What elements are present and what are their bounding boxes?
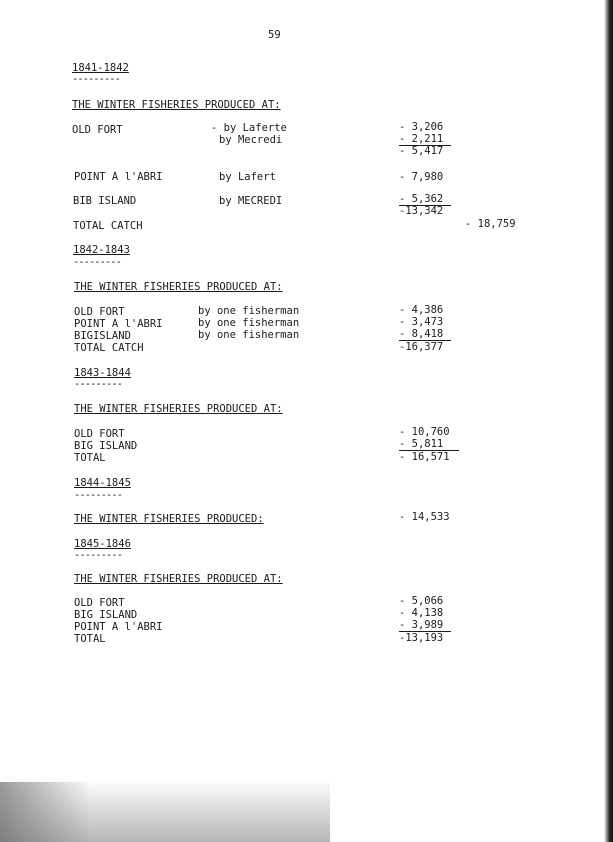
section-heading: THE WINTER FISHERIES PRODUCED AT: (74, 281, 283, 293)
year-heading: 1841-1842 (72, 62, 129, 74)
fisher-label: - by Laferte (211, 122, 287, 134)
catch-value: - 3,206 (399, 121, 444, 133)
catch-value: - 3,473 (399, 316, 444, 328)
catch-value: - 7,980 (399, 171, 444, 183)
total-label: TOTAL CATCH (73, 220, 143, 232)
dash-rule: --------- (74, 549, 122, 561)
dash-rule: --------- (74, 489, 122, 501)
fisher-label: by MECREDI (219, 195, 283, 207)
scan-shadow-corner (0, 782, 90, 842)
grand-total-value: - 18,759 (465, 218, 516, 230)
year-heading: 1845-1846 (74, 538, 131, 550)
fisher-label: by Lafert (219, 171, 276, 183)
place-label: BIGISLAND (74, 330, 131, 342)
dash-rule: --------- (74, 378, 122, 390)
catch-value: - 5,066 (399, 595, 444, 607)
fisher-label: by Mecredi (219, 134, 283, 146)
subtotal-value: - 5,417 (399, 145, 444, 157)
fisher-label: by one fisherman (198, 305, 300, 317)
place-label: OLD FORT (74, 306, 125, 318)
year-heading: 1842-1843 (73, 244, 130, 256)
place-label: OLD FORT (72, 124, 123, 136)
total-label: TOTAL (74, 633, 106, 645)
scan-page-edge (604, 0, 613, 842)
catch-value: - 2,211 (399, 133, 444, 145)
catch-value: - 5,811 (399, 438, 444, 450)
place-label: POINT A l'ABRI (74, 318, 163, 330)
total-value: -16,377 (399, 341, 444, 353)
catch-value: - 10,760 (399, 426, 450, 438)
place-label: POINT A l'ABRI (74, 171, 163, 183)
year-heading: 1843-1844 (74, 367, 131, 379)
page-number: 59 (268, 29, 281, 41)
catch-value: - 4,138 (399, 607, 444, 619)
section-heading: THE WINTER FISHERIES PRODUCED AT: (74, 403, 283, 415)
year-heading: 1844-1845 (74, 477, 131, 489)
fisher-label: by one fisherman (198, 329, 300, 341)
place-label: POINT A l'ABRI (74, 621, 163, 633)
catch-value: - 8,418 (399, 328, 444, 340)
place-label: BIG ISLAND (74, 440, 138, 452)
section-heading: THE WINTER FISHERIES PRODUCED: (74, 513, 264, 525)
catch-value: - 5,362 (399, 193, 444, 205)
place-label: OLD FORT (74, 428, 125, 440)
section-heading: THE WINTER FISHERIES PRODUCED AT: (72, 99, 281, 111)
subtotal-value: -13,342 (399, 205, 444, 217)
section-heading: THE WINTER FISHERIES PRODUCED AT: (74, 573, 283, 585)
catch-value: - 14,533 (399, 511, 450, 523)
fisher-label: by one fisherman (198, 317, 300, 329)
place-label: BIB ISLAND (73, 195, 137, 207)
dash-rule: --------- (72, 73, 120, 85)
place-label: BIG ISLAND (74, 609, 138, 621)
total-value: -13,193 (399, 632, 444, 644)
dash-rule: --------- (73, 256, 121, 268)
catch-value: - 4,386 (399, 304, 444, 316)
place-label: OLD FORT (74, 597, 125, 609)
catch-value: - 3,989 (399, 619, 444, 631)
total-label: TOTAL (74, 452, 106, 464)
total-label: TOTAL CATCH (74, 342, 144, 354)
total-value: - 16,571 (399, 451, 450, 463)
